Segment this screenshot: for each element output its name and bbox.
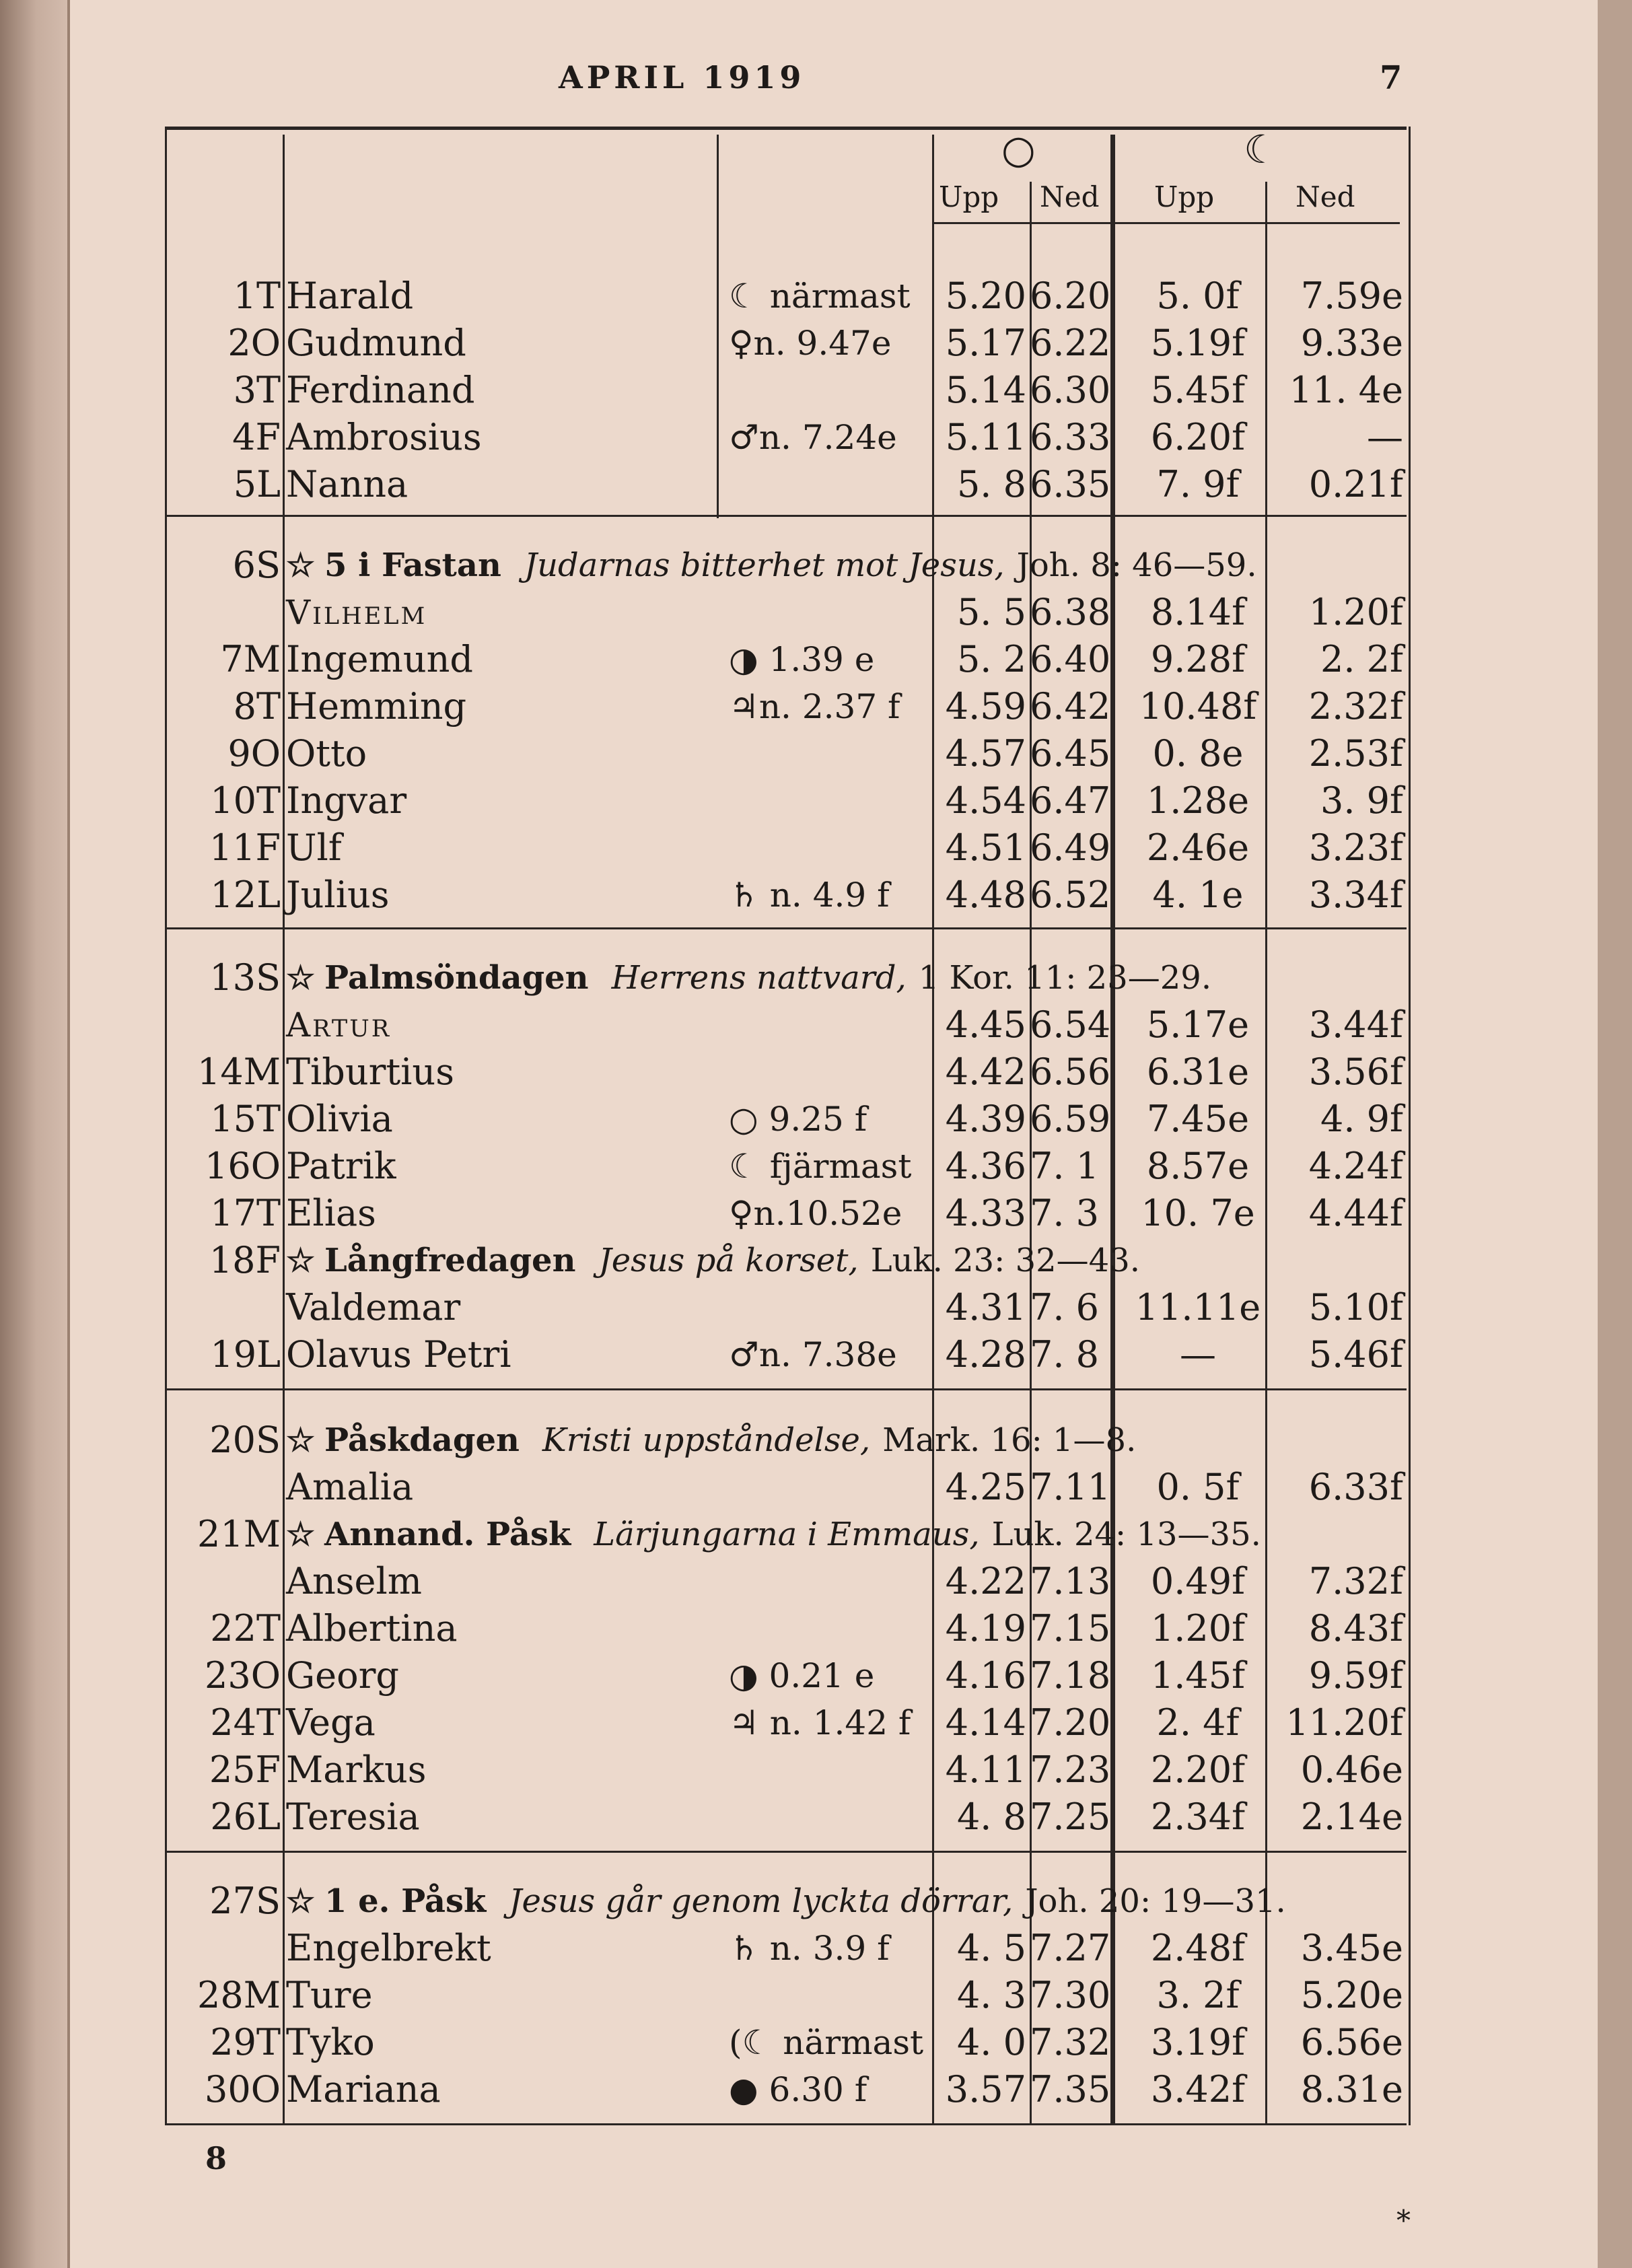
star-icon: ☆ xyxy=(286,1421,316,1459)
day-label: 8T xyxy=(233,685,281,728)
moonrise-time: 5. 0f xyxy=(1156,275,1240,317)
table-bottom-rule xyxy=(165,2123,1407,2125)
feast-name: Långfredagen xyxy=(324,1242,576,1279)
astro-event: ☾ fjärmast xyxy=(729,1147,912,1186)
moonrise-time: 2.20f xyxy=(1150,1748,1246,1791)
sunrise-time: 4.59 xyxy=(945,685,1026,728)
feast-text xyxy=(286,1417,1396,1464)
day-row xyxy=(165,1746,1407,1794)
feast-row xyxy=(165,1417,1407,1464)
day-label: 1T xyxy=(233,275,281,317)
day-row xyxy=(165,589,1407,636)
moonset-time: 3.34f xyxy=(1308,874,1403,916)
day-row xyxy=(165,461,1407,508)
day-row xyxy=(165,1143,1407,1190)
day-row xyxy=(165,1605,1407,1652)
sun-up-header: Upp xyxy=(939,180,999,213)
moonset-time: 3.23f xyxy=(1308,826,1403,869)
day-label: 25F xyxy=(209,1748,281,1791)
feast-name: Påskdagen xyxy=(324,1421,520,1459)
footer-mark: * xyxy=(1396,2204,1411,2237)
sermon-text: Jesus går genom lyckta dörrar, xyxy=(509,1882,1014,1920)
day-label: 21M xyxy=(197,1513,281,1555)
star-icon: ☆ xyxy=(286,1882,316,1920)
name-day: Engelbrekt xyxy=(286,1927,491,1969)
day-row xyxy=(165,320,1407,367)
sunset-time: 6.33 xyxy=(1030,416,1111,458)
page-title: APRIL 1919 xyxy=(559,59,806,96)
moonrise-time: 0. 5f xyxy=(1156,1466,1240,1508)
feast-name: 1 e. Påsk xyxy=(324,1882,487,1920)
astro-event: ♃ n. 1.42 f xyxy=(729,1703,911,1742)
astro-event: ♃n. 2.37 f xyxy=(729,687,900,726)
moonset-time: 5.10f xyxy=(1308,1286,1403,1328)
day-row xyxy=(165,872,1407,919)
week-separator xyxy=(165,1388,1407,1390)
moonrise-time: 1.45f xyxy=(1150,1654,1246,1697)
page-number: 7 xyxy=(1380,59,1403,97)
day-row xyxy=(165,367,1407,414)
bible-reference: Joh. 8: 46—59. xyxy=(1016,546,1257,584)
feast-name: Palmsöndagen xyxy=(324,959,589,997)
moonrise-time: 6.31e xyxy=(1146,1051,1250,1093)
day-row xyxy=(165,1331,1407,1378)
sunset-time: 6.54 xyxy=(1030,1003,1111,1046)
sunset-time: 7.27 xyxy=(1030,1927,1111,1969)
sermon-text: Kristi uppståndelse, xyxy=(542,1421,871,1459)
week-separator xyxy=(165,515,1407,517)
moonrise-time: 2.46e xyxy=(1146,826,1250,869)
day-row xyxy=(165,824,1407,872)
bible-reference: Mark. 16: 1—8. xyxy=(882,1421,1137,1459)
day-row xyxy=(165,1190,1407,1237)
name-day: Otto xyxy=(286,732,367,775)
day-label: 28M xyxy=(197,1974,281,2016)
moonset-time: 5.46f xyxy=(1308,1333,1403,1376)
sunset-time: 6.56 xyxy=(1030,1051,1111,1093)
moonset-time: 3.45e xyxy=(1300,1927,1403,1969)
astro-event: ♀n.10.52e xyxy=(729,1194,902,1233)
sunset-time: 7. 8 xyxy=(1030,1333,1100,1376)
moonset-time: 4.24f xyxy=(1308,1145,1403,1187)
sunrise-time: 4.42 xyxy=(945,1051,1026,1093)
sunrise-time: 5. 8 xyxy=(956,463,1026,505)
day-label: 22T xyxy=(210,1607,281,1650)
name-day: Patrik xyxy=(286,1145,396,1187)
feast-text xyxy=(286,954,1396,1001)
astro-event: ◑ 0.21 e xyxy=(729,1656,875,1695)
moonrise-time: 10. 7e xyxy=(1141,1192,1255,1234)
sunset-time: 6.47 xyxy=(1030,779,1111,822)
sunset-time: 6.40 xyxy=(1030,638,1111,680)
day-label: 17T xyxy=(210,1192,281,1234)
name-day: Anselm xyxy=(286,1560,422,1602)
moonset-time: 11. 4e xyxy=(1289,369,1403,411)
moonrise-time: 2.48f xyxy=(1150,1927,1246,1969)
star-icon: ☆ xyxy=(286,546,316,584)
sermon-text: Judarnas bitterhet mot Jesus, xyxy=(524,546,1005,584)
moonrise-time: 5.19f xyxy=(1150,322,1246,364)
moonrise-time: 1.20f xyxy=(1150,1607,1246,1650)
moonset-time: 4.44f xyxy=(1308,1192,1403,1234)
week-separator xyxy=(165,927,1407,929)
moonset-time: 2.32f xyxy=(1308,685,1403,728)
astro-event: ◑ 1.39 e xyxy=(729,640,875,679)
moonrise-time: 5.45f xyxy=(1150,369,1246,411)
day-label: 14M xyxy=(197,1051,281,1093)
day-row xyxy=(165,2066,1407,2113)
name-day: Olavus Petri xyxy=(286,1333,511,1376)
moonrise-time: 0.49f xyxy=(1150,1560,1246,1602)
sunrise-time: 4.57 xyxy=(945,732,1026,775)
sunrise-time: 3.57 xyxy=(945,2068,1026,2111)
name-day: Elias xyxy=(286,1192,376,1234)
feast-row xyxy=(165,1237,1407,1284)
name-day: Gudmund xyxy=(286,322,466,364)
sunset-time: 7.32 xyxy=(1030,2021,1111,2063)
astro-event: ♂n. 7.24e xyxy=(729,418,897,457)
name-day: Ulf xyxy=(286,826,342,869)
star-icon: ☆ xyxy=(286,959,316,997)
sunset-time: 6.49 xyxy=(1030,826,1111,869)
sermon-text: Herrens nattvard, xyxy=(611,959,907,997)
moonset-time: 4. 9f xyxy=(1320,1098,1403,1140)
name-day: Ferdinand xyxy=(286,369,475,411)
moonset-time: 6.56e xyxy=(1300,2021,1403,2063)
name-day: Georg xyxy=(286,1654,399,1697)
sunset-time: 6.59 xyxy=(1030,1098,1111,1140)
name-day: Tyko xyxy=(286,2021,375,2063)
moonrise-time: 8.57e xyxy=(1146,1145,1250,1187)
day-label: 20S xyxy=(209,1419,281,1461)
name-day: Nanna xyxy=(286,463,409,505)
moonrise-time: 8.14f xyxy=(1150,591,1246,633)
sunset-time: 7.11 xyxy=(1030,1466,1111,1508)
day-row xyxy=(165,1001,1407,1049)
day-row xyxy=(165,1284,1407,1331)
sunrise-time: 4.31 xyxy=(945,1286,1026,1328)
moonset-time: 9.59f xyxy=(1308,1654,1403,1697)
moonset-time: 11.20f xyxy=(1285,1701,1403,1744)
name-day: Harald xyxy=(286,275,414,317)
sunrise-time: 4.48 xyxy=(945,874,1026,916)
sunrise-time: 4. 5 xyxy=(956,1927,1026,1969)
moonset-time: — xyxy=(1367,416,1403,458)
moonrise-time: 3.42f xyxy=(1150,2068,1246,2111)
day-label: 29T xyxy=(210,2021,281,2063)
sunrise-time: 4.28 xyxy=(945,1333,1026,1376)
sunrise-time: 4.36 xyxy=(945,1145,1026,1187)
feast-name: Annand. Påsk xyxy=(324,1516,571,1553)
bible-reference: Luk. 24: 13—35. xyxy=(991,1516,1261,1553)
day-label: 16O xyxy=(205,1145,281,1187)
day-label: 3T xyxy=(233,369,281,411)
sunset-time: 7.35 xyxy=(1030,2068,1111,2111)
day-row xyxy=(165,636,1407,683)
astro-event: ○ 9.25 f xyxy=(729,1100,867,1139)
sunrise-time: 4.11 xyxy=(945,1748,1026,1791)
week-separator xyxy=(165,1851,1407,1853)
header-rule xyxy=(932,222,1400,224)
moonset-time: 8.43f xyxy=(1308,1607,1403,1650)
sunrise-time: 5.11 xyxy=(945,416,1026,458)
sunset-time: 7.13 xyxy=(1030,1560,1111,1602)
name-day: Vega xyxy=(286,1701,376,1744)
sunset-time: 7.30 xyxy=(1030,1974,1111,2016)
moonset-time: 0.21f xyxy=(1308,463,1403,505)
moonrise-time: 1.28e xyxy=(1146,779,1250,822)
day-label: 10T xyxy=(210,779,281,822)
name-day: Mariana xyxy=(286,2068,441,2111)
moonset-time: 3.44f xyxy=(1308,1003,1403,1046)
sunset-time: 7.15 xyxy=(1030,1607,1111,1650)
moonrise-time: 10.48f xyxy=(1139,685,1257,728)
feast-text xyxy=(286,1237,1396,1284)
moonset-time: 8.31e xyxy=(1300,2068,1403,2111)
moonrise-time: 11.11e xyxy=(1135,1286,1261,1328)
moonset-time: 3. 9f xyxy=(1320,779,1403,822)
astro-event: ♀n. 9.47e xyxy=(729,324,892,363)
sunrise-time: 4.45 xyxy=(945,1003,1026,1046)
moonset-time: 6.33f xyxy=(1308,1466,1403,1508)
day-row xyxy=(165,1464,1407,1511)
moonrise-time: 7. 9f xyxy=(1156,463,1240,505)
name-day: Amalia xyxy=(286,1466,414,1508)
sunrise-time: 4.22 xyxy=(945,1560,1026,1602)
bible-reference: Joh. 20: 19—31. xyxy=(1025,1882,1286,1920)
sunset-time: 7.25 xyxy=(1030,1796,1111,1838)
moon-down-header: Ned xyxy=(1296,180,1355,213)
day-label: 6S xyxy=(232,544,281,586)
sunset-time: 7. 6 xyxy=(1030,1286,1100,1328)
sunrise-time: 5. 5 xyxy=(956,591,1026,633)
sunset-time: 7.18 xyxy=(1030,1654,1111,1697)
moonrise-time: 3. 2f xyxy=(1156,1974,1240,2016)
day-row xyxy=(165,777,1407,824)
day-row xyxy=(165,1794,1407,1841)
sun-down-header: Ned xyxy=(1040,180,1100,213)
sunset-time: 6.45 xyxy=(1030,732,1111,775)
sunrise-time: 4. 3 xyxy=(956,1974,1026,2016)
moonrise-time: 2.34f xyxy=(1150,1796,1246,1838)
sunrise-time: 4.51 xyxy=(945,826,1026,869)
moon-icon: ☾ xyxy=(1244,127,1279,172)
day-label: 26L xyxy=(210,1796,281,1838)
astro-event: ● 6.30 f xyxy=(729,2070,867,2109)
astro-event: ☾ närmast xyxy=(729,277,911,316)
day-row xyxy=(165,1925,1407,1972)
sunset-time: 6.52 xyxy=(1030,874,1111,916)
day-label: 27S xyxy=(209,1880,281,1922)
name-day: Julius xyxy=(286,874,390,916)
day-label: 12L xyxy=(210,874,281,916)
name-day: Tiburtius xyxy=(286,1051,454,1093)
star-icon: ☆ xyxy=(286,1516,316,1553)
name-day: Teresia xyxy=(286,1796,420,1838)
day-label: 19L xyxy=(210,1333,281,1376)
moonrise-time: 3.19f xyxy=(1150,2021,1246,2063)
moonset-time: 2. 2f xyxy=(1320,638,1403,680)
astro-event: ♂n. 7.38e xyxy=(729,1335,897,1374)
name-day: Ingvar xyxy=(286,779,407,822)
day-row xyxy=(165,1652,1407,1699)
bible-reference: 1 Kor. 11: 23—29. xyxy=(918,959,1212,997)
sunrise-time: 4.19 xyxy=(945,1607,1026,1650)
day-label: 23O xyxy=(205,1654,281,1697)
day-row xyxy=(165,2019,1407,2066)
sunset-time: 6.38 xyxy=(1030,591,1111,633)
day-row xyxy=(165,1972,1407,2019)
sunrise-time: 5.17 xyxy=(945,322,1026,364)
moonset-time: 2.53f xyxy=(1308,732,1403,775)
feast-row xyxy=(165,954,1407,1001)
name-day: Artur xyxy=(286,1005,392,1044)
day-label: 2O xyxy=(227,322,281,364)
feast-row xyxy=(165,1511,1407,1558)
feast-row xyxy=(165,1878,1407,1925)
feast-text xyxy=(286,542,1396,589)
sunset-time: 7. 1 xyxy=(1030,1145,1100,1187)
day-label: 24T xyxy=(210,1701,281,1744)
sunrise-time: 5.14 xyxy=(945,369,1026,411)
feast-row xyxy=(165,542,1407,589)
day-label: 18F xyxy=(209,1239,281,1281)
sunrise-time: 4.39 xyxy=(945,1098,1026,1140)
sunrise-time: 4. 0 xyxy=(956,2021,1026,2063)
sunset-time: 6.35 xyxy=(1030,463,1111,505)
sunrise-time: 5. 2 xyxy=(956,638,1026,680)
moonrise-time: 0. 8e xyxy=(1152,732,1244,775)
name-day: Ingemund xyxy=(286,638,473,680)
sunset-time: 6.20 xyxy=(1030,275,1111,317)
sunrise-time: 4. 8 xyxy=(956,1796,1026,1838)
name-day: Vilhelm xyxy=(286,593,427,632)
moonrise-time: 2. 4f xyxy=(1156,1701,1240,1744)
moon-up-header: Upp xyxy=(1154,180,1215,213)
day-label: 5L xyxy=(233,463,281,505)
sunrise-time: 4.54 xyxy=(945,779,1026,822)
name-day: Olivia xyxy=(286,1098,393,1140)
day-label: 4F xyxy=(232,416,281,458)
feast-text xyxy=(286,1511,1396,1558)
astro-event: ♄ n. 3.9 f xyxy=(729,1929,890,1968)
day-row xyxy=(165,683,1407,730)
moonrise-time: 5.17e xyxy=(1146,1003,1250,1046)
star-icon: ☆ xyxy=(286,1242,316,1279)
day-label: 15T xyxy=(210,1098,281,1140)
sunset-time: 7. 3 xyxy=(1030,1192,1100,1234)
sun-icon: ○ xyxy=(1001,127,1036,172)
day-row xyxy=(165,730,1407,777)
name-day: Ambrosius xyxy=(286,416,482,458)
moonset-time: 1.20f xyxy=(1308,591,1403,633)
astro-event: (☾ närmast xyxy=(729,2023,924,2062)
astro-event: ♄ n. 4.9 f xyxy=(729,876,890,915)
moonset-time: 0.46e xyxy=(1300,1748,1403,1791)
day-label: 30O xyxy=(205,2068,281,2111)
day-label: 13S xyxy=(209,956,281,999)
moonset-time: 7.32f xyxy=(1308,1560,1403,1602)
moonrise-time: 4. 1e xyxy=(1152,874,1244,916)
moonset-time: 9.33e xyxy=(1300,322,1403,364)
name-day: Valdemar xyxy=(286,1286,461,1328)
moonset-time: 2.14e xyxy=(1300,1796,1403,1838)
day-row xyxy=(165,1699,1407,1746)
day-row xyxy=(165,273,1407,320)
sunset-time: 6.42 xyxy=(1030,685,1111,728)
day-label: 7M xyxy=(220,638,281,680)
name-day: Markus xyxy=(286,1748,427,1791)
feast-text xyxy=(286,1878,1396,1925)
moonrise-time: — xyxy=(1180,1333,1216,1376)
signature-mark: 8 xyxy=(205,2140,227,2176)
moonrise-time: 7.45e xyxy=(1146,1098,1250,1140)
sunrise-time: 4.33 xyxy=(945,1192,1026,1234)
moonset-time: 5.20e xyxy=(1300,1974,1403,2016)
name-day: Hemming xyxy=(286,685,467,728)
day-label: 9O xyxy=(227,732,281,775)
day-row xyxy=(165,1096,1407,1143)
feast-name: 5 i Fastan xyxy=(324,546,501,584)
sunset-time: 7.20 xyxy=(1030,1701,1111,1744)
moonset-time: 7.59e xyxy=(1300,275,1403,317)
sermon-text: Jesus på korset, xyxy=(598,1242,859,1279)
sunset-time: 7.23 xyxy=(1030,1748,1111,1791)
moonset-time: 3.56f xyxy=(1308,1051,1403,1093)
sunrise-time: 4.25 xyxy=(945,1466,1026,1508)
name-day: Ture xyxy=(286,1974,373,2016)
sunset-time: 6.22 xyxy=(1030,322,1111,364)
moonrise-time: 9.28f xyxy=(1150,638,1246,680)
sunrise-time: 4.16 xyxy=(945,1654,1026,1697)
sunrise-time: 4.14 xyxy=(945,1701,1026,1744)
sunrise-time: 5.20 xyxy=(945,275,1026,317)
name-day: Albertina xyxy=(286,1607,458,1650)
day-row xyxy=(165,414,1407,461)
moonrise-time: 6.20f xyxy=(1150,416,1246,458)
bible-reference: Luk. 23: 32—43. xyxy=(870,1242,1140,1279)
sunset-time: 6.30 xyxy=(1030,369,1111,411)
day-row xyxy=(165,1558,1407,1605)
sermon-text: Lärjungarna i Emmaus, xyxy=(594,1516,980,1553)
day-label: 11F xyxy=(209,826,281,869)
day-row xyxy=(165,1049,1407,1096)
